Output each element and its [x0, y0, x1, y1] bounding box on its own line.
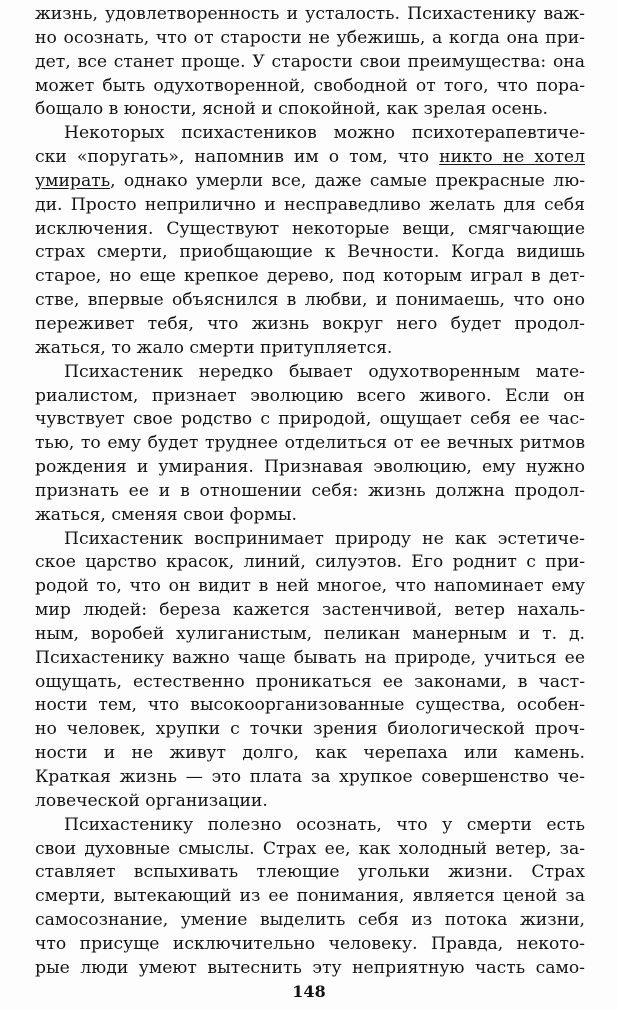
text-line: тью, то ему будет труднее отделиться от ее вечных ритмов	[35, 433, 585, 454]
text-line: рождения и умирания. Признавая эволюцию, ему нужно	[35, 457, 585, 478]
text-line: жизнь, удовлетворенность и усталость. Психастенику важ-	[35, 4, 585, 24]
text-line: Психастенику полезно осознать, что у смерти есть	[64, 814, 585, 835]
text-line: ности тем, что высокоорганизованные существа, особен-	[35, 695, 585, 716]
text-line	[35, 146, 585, 170]
text-line: может быть одухотворенной, свободной от того, что пора-	[35, 75, 585, 96]
text-line: ным, воробей хулиганистым, пеликан манерным и т. д.	[35, 623, 585, 644]
text-line: переживет тебя, что жизнь вокруг него будет продол-	[35, 313, 585, 334]
text-line: что присуще исключительно человеку. Правда, некото-	[35, 933, 585, 954]
underlined-phrase: никто не хотел	[439, 147, 585, 168]
text-line: рые люди умеют вытеснить эту неприятную часть само-	[35, 957, 585, 978]
text-line: страх смерти, приобщающие к Вечности. Когда видишь	[35, 242, 585, 263]
text-fragment: ди.	[35, 194, 71, 215]
text-line: старое, но еще крепкое дерево, под которым играл в дет-	[35, 266, 585, 287]
underlined-phrase: умирать	[35, 170, 111, 191]
text-line: мир людей: береза кажется застенчивой, ветер нахаль-	[35, 600, 585, 621]
text-line: риалистом, признает эволюцию всего живого. Если он	[35, 385, 585, 406]
text-line: Некоторых психастеников можно психотерапевтиче-	[64, 123, 585, 144]
text-line: признать ее и в отношении себя: жизнь должна продол-	[35, 480, 585, 501]
text-line: но человек, хрупки с точки зрения биологической проч-	[35, 719, 585, 740]
text-line: дет, все станет проще. У старости свои преимущества: она	[35, 51, 585, 72]
text-fragment: , однако умерли все, даже самые прекрасные лю-	[110, 170, 585, 191]
page-number: 148	[292, 982, 326, 1001]
text-line: Психастенику важно чаще бывать на природе, учиться ее	[35, 647, 585, 668]
text-line: чувствует свое родство с природой, ощущает себя ее час-	[35, 409, 585, 430]
text-line	[35, 194, 585, 218]
text-line: ности и не живут долго, как черепаха или камень.	[35, 743, 585, 764]
body-text	[35, 3, 585, 981]
text-line: Краткая жизнь — это плата за хрупкое совершенство че-	[35, 767, 585, 787]
text-line: Психастеник воспринимает природу не как эстетиче-	[64, 528, 585, 549]
text-line: ощущать, естественно проникаться ее законами, в част-	[35, 671, 585, 692]
text-line: родой то, что он видит в ней многое, что напоминает ему	[35, 576, 585, 597]
paragraph	[35, 528, 585, 814]
text-fragment: Просто неприлично и несправедливо желать для себя	[70, 194, 585, 215]
text-line: Психастеник нередко бывает одухотворенным мате-	[64, 361, 585, 382]
text-line: ставляет вспыхивать тлеющие угольки жизни. Страх	[35, 862, 585, 883]
paragraph	[35, 361, 585, 528]
text-line: смерти, вытекающий из ее понимания, является ценой за	[35, 886, 585, 907]
text-line: жаться, то жало смерти притупляется.	[35, 337, 393, 358]
text-line: но осознать, что от старости не убежишь, а когда она при-	[35, 27, 585, 48]
text-line: исключения. Существуют некоторые вещи, смягчающие	[35, 218, 585, 239]
text-fragment: ски «поругать», напомнив им о том, что	[35, 147, 440, 168]
text-line: свои духовные смыслы. Страх ее, как холодный ветер, за-	[35, 838, 585, 859]
text-line: самосознание, умение выделить себя из потока жизни,	[35, 910, 585, 931]
text-line: ское царство красок, линий, силуэтов. Его роднит с при-	[35, 552, 585, 573]
paragraph	[35, 3, 585, 122]
text-line: стве, впервые объяснился в любви, и понимаешь, что оно	[35, 290, 585, 311]
paragraph	[35, 122, 585, 360]
text-line: жаться, сменяя свои формы.	[35, 504, 297, 525]
paragraph	[35, 814, 585, 981]
text-line: бощало в юности, ясной и спокойной, как зрелая осень.	[35, 99, 548, 120]
text-line	[35, 170, 585, 194]
text-line: ловеческой организации.	[35, 790, 268, 811]
